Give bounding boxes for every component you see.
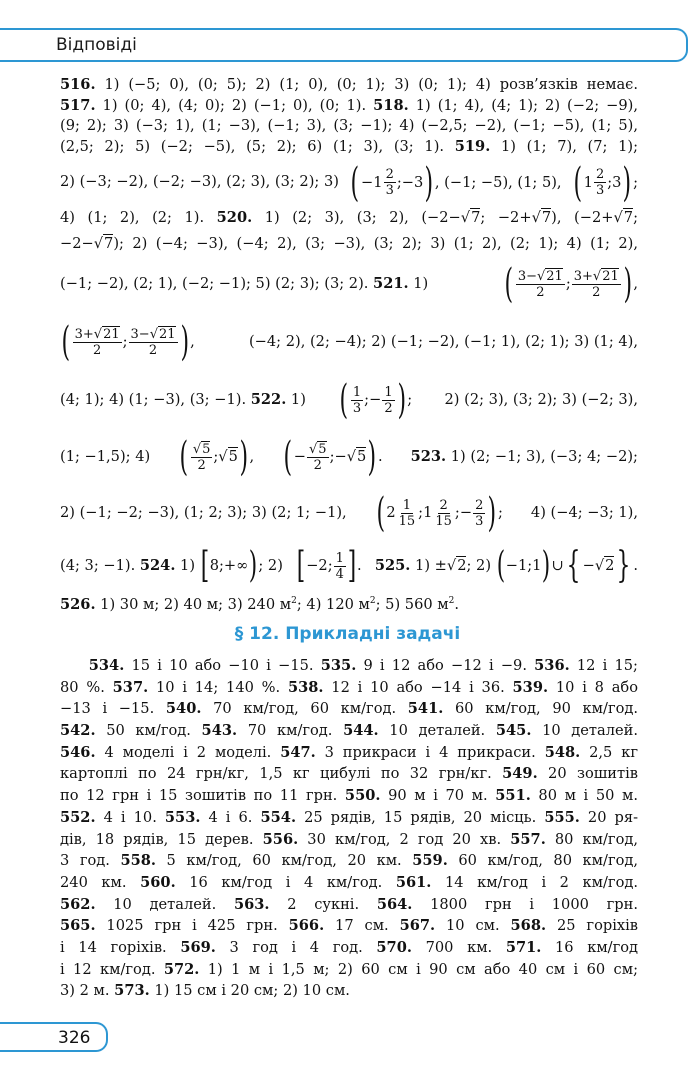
answer-line: (9; 2); 3) (−3; 1), (1; −3), (−1; 3), (3; −1); 4) (−2,5; −2), (−1; −5), (1; 5), <box>60 117 638 135</box>
answer-line: 517. 1) (0; 4), (4; 0); 2) (−1; 0), (0; 1). 518. 1) (1; 4), (4; 1); 2) (−2; −9), <box>60 96 638 114</box>
section-title: § 12. Прикладні задачі <box>234 624 461 644</box>
answer-line: дів, 18 рядів, 15 дерев. 556. 30 км/год, 2 год 20 хв. 557. 80 км/год, <box>60 830 638 848</box>
answer-line: 2) (−3; −2), (−2; −3), (2; 3), (3; 2); 3) ( −1 $\frac{2}{3}$ ;−3) , (−1; −5), (1; 5), ( 1 $\frac{2}{3}$ ;3) ; <box>60 159 638 206</box>
answer-line: 4) (1; 2), (2; 1). 520. 1) (2; 3), (3; 2), (−2−√7; −2+√7), (−2+√7; <box>60 208 638 226</box>
answer-line: 542. 50 км/год. 543. 70 км/год. 544. 10 деталей. 545. 10 деталей. <box>60 722 638 740</box>
answer-line: і 14 горіхів. 569. 3 год і 4 год. 570. 700 км. 571. 16 км/год <box>60 938 639 956</box>
answer-line: −13 і −15. 540. 70 км/год, 60 км/год. 541. 60 км/год, 90 км/год. <box>60 700 638 718</box>
answer-line: і 12 км/год. 572. 1) 1 м і 1,5 м; 2) 60 см і 90 см або 40 см і 60 см; <box>60 960 638 978</box>
answer-line: 534. 15 і 10 або −10 і −15. 535. 9 і 12 або −12 і −9. 536. 12 і 15; <box>88 657 638 674</box>
page-number-box <box>0 1022 108 1052</box>
header-title: Відповіді <box>56 35 137 55</box>
answer-line: по 12 грн і 15 зошитів по 11 грн. 550. 90 м і 70 м. 551. 80 м і 50 м. <box>60 787 638 805</box>
answer-line: 240 км. 560. 16 км/год і 4 км/год. 561. 14 км/год і 2 км/год. <box>60 873 638 891</box>
answer-line: (4; 3; −1). 524. 1) [8;+∞); 2) [−2; $\frac{1}{4}$ ]. 525. 1) ±√2; 2) (−1;1)∪{ −√2} . <box>60 545 638 587</box>
answer-line: 565. 1025 грн і 425 грн. 566. 17 см. 567. 10 см. 568. 25 горіхів <box>60 917 638 935</box>
answers-section-11 <box>60 75 638 612</box>
answer-line: картоплі по 24 грн/кг, 1,5 кг цибулі по 32 грн/кг. 549. 20 зошитів <box>60 765 638 783</box>
answer-line: 516. 1) (−5; 0), (0; 5); 2) (1; 0), (0; 1); 3) (0; 1); 4) розв’язків немає. <box>60 76 638 93</box>
answer-line: 562. 10 деталей. 563. 2 сукні. 564. 1800 грн і 1000 грн. <box>60 895 638 913</box>
answer-line: 2) (−1; −2; −3), (1; 2; 3); 3) (2; 1; −1), ( 2 $\frac{1}{15}$ ;1 $\frac{2}{15}$ ;− $\frac{2}{3}$ ) ; 4) (−4; −3; 1), <box>60 490 638 537</box>
answers-section-12 <box>60 655 638 1002</box>
answer-line: 526. 1) 30 м; 2) 40 м; 3) 240 $м^2$; 4) 120 $м^2$; 5) 560 $м^2$. <box>60 595 460 613</box>
page-header <box>0 28 695 68</box>
answer-line: 3 год. 558. 5 км/год, 60 км/год, 20 км. 559. 60 км/год, 80 км/год, <box>60 852 638 870</box>
answer-line: 546. 4 моделі і 2 моделі. 547. 3 прикраси і 4 прикраси. 548. 2,5 кг <box>60 743 638 761</box>
answer-line: (1; −1,5); 4) ( $\frac{√5}{2}$ ;√5) , ( − $\frac{√5}{2}$ ;−√5) . 523. 1) (2; −1; 3), (−3; 4; −2); <box>60 434 638 481</box>
answer-line: (2,5; 2); 5) (−2; −5), (5; 2); 6) (1; 3), (3; 1). 519. 1) (1; 7), (7; 1); <box>60 138 639 156</box>
answer-line: 80 %. 537. 10 і 14; 140 %. 538. 12 і 10 або −14 і 36. 539. 10 і 8 або <box>60 678 638 696</box>
answer-line: (4; 1); 4) (1; −3), (3; −1). 522. 1) ( $\frac{1}{3}$ ;− $\frac{1}{2}$ ) ; 2) (2; 3), (3; 2); 3) (−2; 3), <box>60 377 638 424</box>
answer-line: −2−√7); 2) (−4; −3), (−4; 2), (3; −3), (3; 2); 3) (1; 2), (2; 1); 4) (1; 2), <box>60 235 638 253</box>
answer-line: 3) 2 м. 573. 1) 15 см і 20 см; 2) 10 см. <box>60 982 350 1000</box>
answer-line: 552. 4 і 10. 553. 4 і 6. 554. 25 рядів, 15 рядів, 20 місць. 555. 20 ря- <box>60 808 639 826</box>
answer-line: (−1; −2), (2; 1), (−2; −1); 5) (2; 3); (3; 2). 521. 1) ( $\frac{3-√21}{2}$ ; $\frac{3+√21}{2}$ ) , <box>60 261 638 308</box>
page-number: 326 <box>58 1028 91 1048</box>
answer-line: ( $\frac{3+√21}{2}$ ; $\frac{3-√21}{2}$ ) , (−4; 2), (2; −4); 2) (−1; −2), (−1; 1), (2; 1); 3) (1; 4), <box>61 319 638 366</box>
